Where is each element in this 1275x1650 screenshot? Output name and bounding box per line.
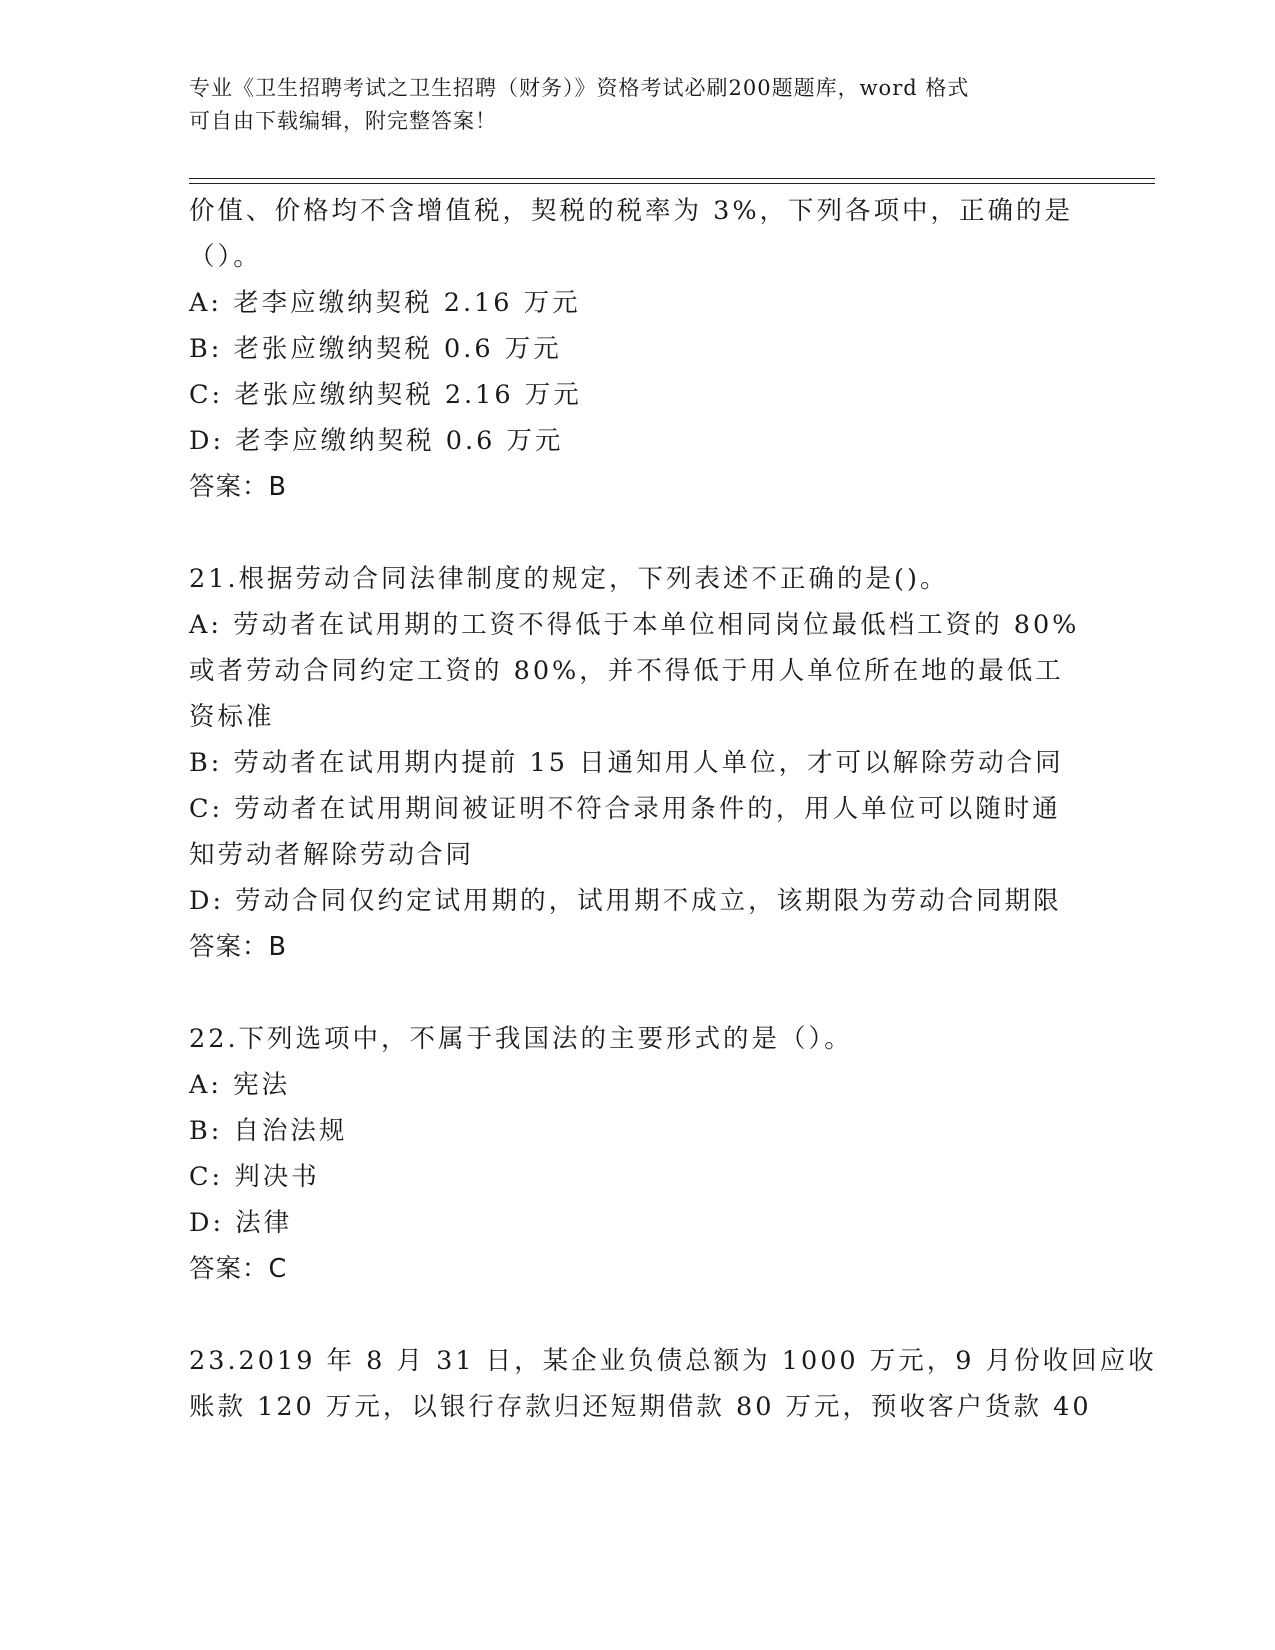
question-block [189, 556, 1094, 970]
question-stem: 账款 120 万元，以银行存款归还短期借款 80 万元，预收客户货款 40 [189, 1392, 1092, 1422]
question-stem: 23.2019 年 8 月 31 日，某企业负债总额为 1000 万元，9 月份收回应收 [189, 1346, 1157, 1376]
answer-option: 或者劳动合同约定工资的 80%，并不得低于用人单位所在地的最低工 [189, 656, 1064, 686]
answer-option: C: 劳动者在试用期间被证明不符合录用条件的，用人单位可以随时通 [189, 794, 1061, 824]
question-stem: （）。 [189, 242, 262, 272]
header-divider [189, 183, 1155, 184]
answer-option: 知劳动者解除劳动合同 [189, 840, 475, 870]
answer-option: D: 劳动合同仅约定试用期的，试用期不成立，该期限为劳动合同期限 [189, 886, 1062, 916]
question-block [189, 1016, 1094, 1292]
answer-option: A: 劳动者在试用期的工资不得低于本单位相同岗位最低档工资的 80% [189, 610, 1080, 640]
question-block [189, 188, 1094, 510]
answer-option: B: 自治法规 [189, 1116, 348, 1146]
question-list [189, 188, 1157, 1430]
answer-option: 资标准 [189, 702, 275, 732]
header-line: 专业《卫生招聘考试之卫生招聘（财务）》资格考试必刷200题题库，word 格式 [189, 76, 970, 100]
answer-option: D: 老李应缴纳契税 0.6 万元 [189, 426, 564, 456]
answer-option: D: 法律 [189, 1208, 293, 1238]
answer-option: A: 宪法 [189, 1070, 291, 1100]
answer-key: 答案：B [189, 932, 287, 962]
document-header [189, 72, 1069, 138]
answer-option: A: 老李应缴纳契税 2.16 万元 [189, 288, 581, 318]
answer-option: B: 老张应缴纳契税 0.6 万元 [189, 334, 562, 364]
question-block [189, 1338, 1157, 1430]
answer-key: 答案：C [189, 1254, 288, 1284]
question-stem: 价值、价格均不含增值税，契税的税率为 3%，下列各项中，正确的是 [189, 196, 1074, 226]
question-stem: 21.根据劳动合同法律制度的规定，下列表述不正确的是()。 [189, 564, 949, 594]
header-divider [189, 178, 1155, 179]
answer-option: C: 判决书 [189, 1162, 320, 1192]
answer-option: B: 劳动者在试用期内提前 15 日通知用人单位，才可以解除劳动合同 [189, 748, 1064, 778]
answer-key: 答案：B [189, 472, 287, 502]
header-line: 可自由下载编辑，附完整答案！ [189, 109, 497, 133]
answer-option: C: 老张应缴纳契税 2.16 万元 [189, 380, 582, 410]
question-stem: 22.下列选项中，不属于我国法的主要形式的是（）。 [189, 1024, 853, 1054]
